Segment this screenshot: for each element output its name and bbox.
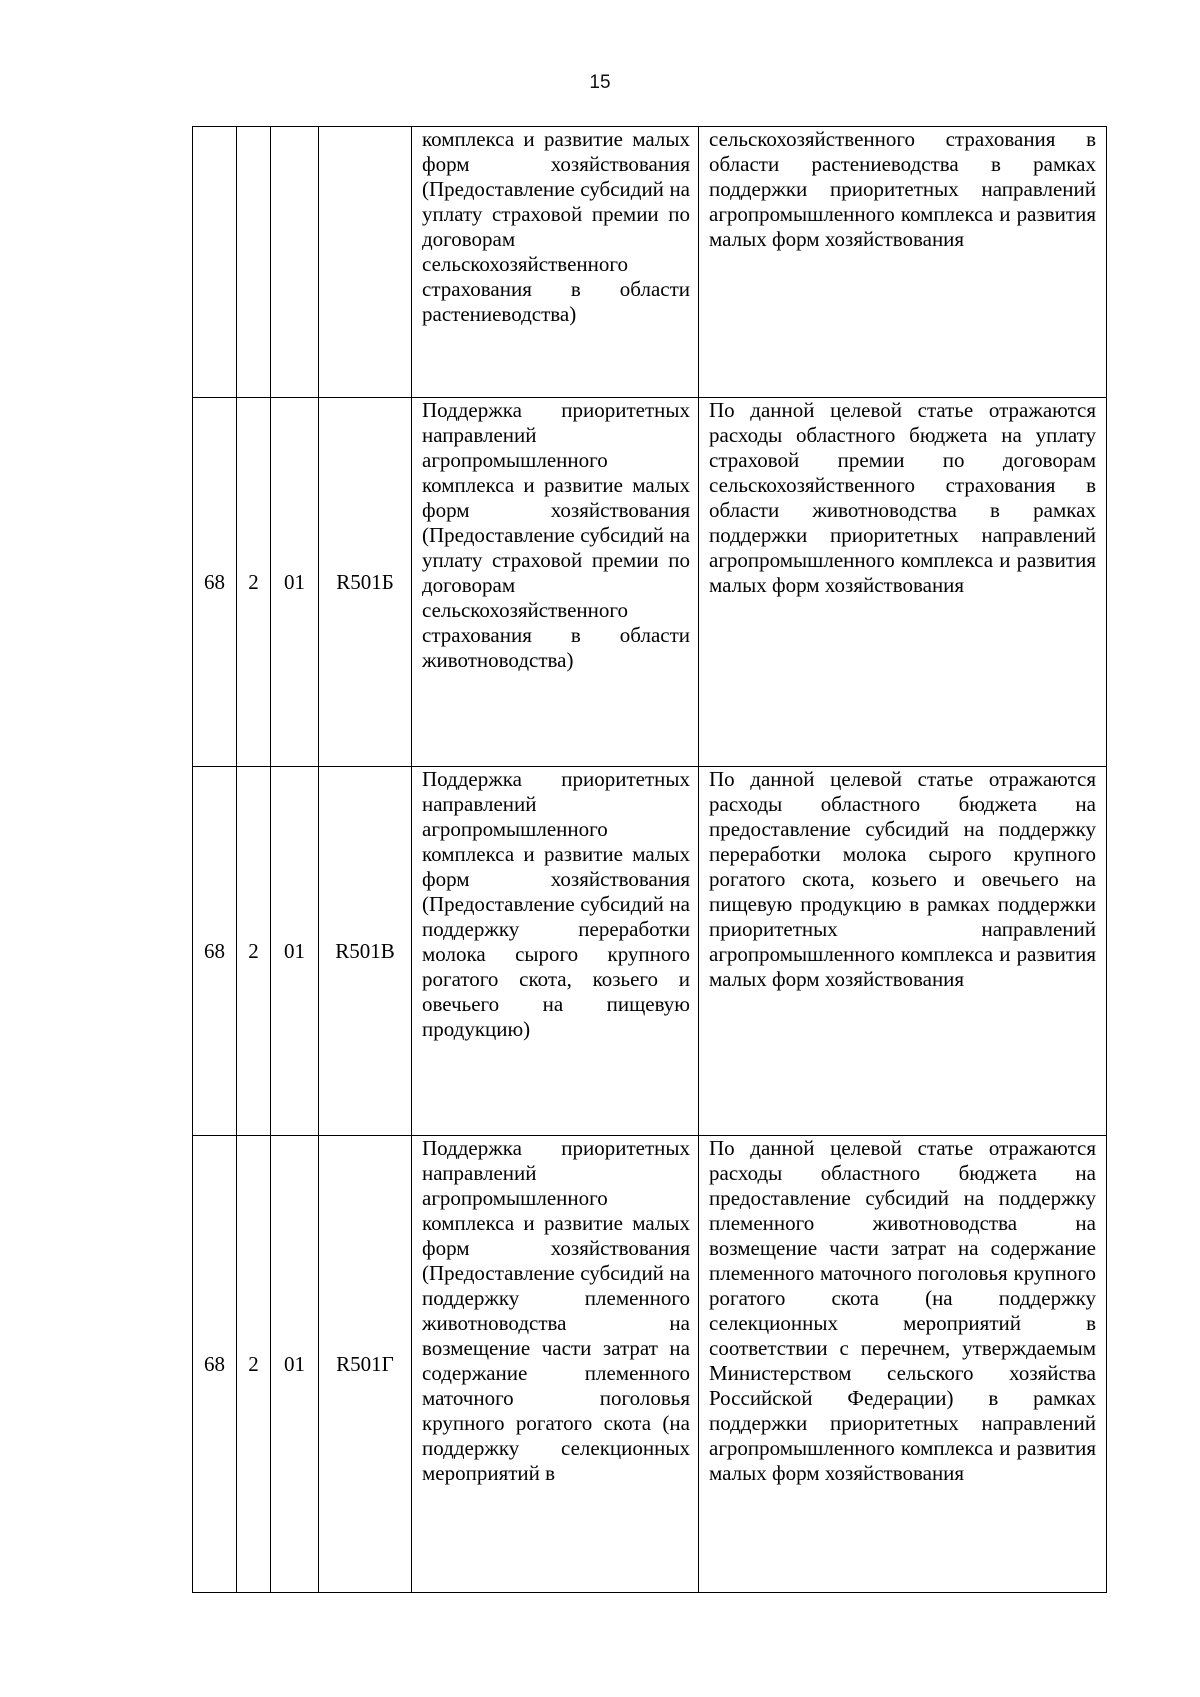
page-number: 15 xyxy=(589,72,611,93)
subsection-cell: 2 xyxy=(237,1136,271,1593)
program-cell: 01 xyxy=(271,398,319,767)
section-cell: 68 xyxy=(193,1136,237,1593)
name-cell: комплекса и развитие малых форм хозяйствования (Предоставление субсидий на уплату страховой премии по договорам сельскохозяйственного страхования в области растениеводства) xyxy=(412,127,699,398)
section-cell xyxy=(193,127,237,398)
subsection-cell: 2 xyxy=(237,398,271,767)
subsection-cell: 2 xyxy=(237,767,271,1136)
table-row xyxy=(193,1136,1107,1593)
code-cell: R501Б xyxy=(319,398,412,767)
subsection-cell xyxy=(237,127,271,398)
section-cell: 68 xyxy=(193,767,237,1136)
code-cell: R501Г xyxy=(319,1136,412,1593)
budget-classification-table xyxy=(192,126,1107,1593)
description-cell: По данной целевой статье отражаются расходы областного бюджета на уплату страховой премии по договорам сельскохозяйственного страхования в области животноводства в рамках поддержки приоритетных направлений агропромышленного комплекса и развития малых форм хозяйствования xyxy=(699,398,1107,767)
program-cell: 01 xyxy=(271,1136,319,1593)
name-cell: Поддержка приоритетных направлений агропромышленного комплекса и развитие малых форм хозяйствования (Предоставление субсидий на поддержку переработки молока сырого крупного рогатого скота, козьего и овечьего на пищевую продукцию) xyxy=(412,767,699,1136)
description-cell: сельскохозяйственного страхования в области растениеводства в рамках поддержки приоритетных направлений агропромышленного комплекса и развития малых форм хозяйствования xyxy=(699,127,1107,398)
name-cell: Поддержка приоритетных направлений агропромышленного комплекса и развитие малых форм хозяйствования (Предоставление субсидий на уплату страховой премии по договорам сельскохозяйственного страхования в области животноводства) xyxy=(412,398,699,767)
code-cell: R501В xyxy=(319,767,412,1136)
code-cell xyxy=(319,127,412,398)
program-cell: 01 xyxy=(271,767,319,1136)
table-row xyxy=(193,767,1107,1136)
description-cell: По данной целевой статье отражаются расходы областного бюджета на предоставление субсидий на поддержку племенного животноводства на возмещение части затрат на содержание племенного маточного поголовья крупного рогатого скота (на поддержку селекционных мероприятий в соответствии с перечнем, утверждаемым Министерством сельского хозяйства Российской Федерации) в рамках поддержки приоритетных направлений агропромышленного комплекса и развития малых форм хозяйствования xyxy=(699,1136,1107,1593)
program-cell xyxy=(271,127,319,398)
name-cell: Поддержка приоритетных направлений агропромышленного комплекса и развитие малых форм хозяйствования (Предоставление субсидий на поддержку племенного животноводства на возмещение части затрат на содержание племенного маточного поголовья крупного рогатого скота (на поддержку селекционных мероприятий в xyxy=(412,1136,699,1593)
section-cell: 68 xyxy=(193,398,237,767)
description-cell: По данной целевой статье отражаются расходы областного бюджета на предоставление субсидий на поддержку переработки молока сырого крупного рогатого скота, козьего и овечьего на пищевую продукцию в рамках поддержки приоритетных направлений агропромышленного комплекса и развития малых форм хозяйствования xyxy=(699,767,1107,1136)
table-row xyxy=(193,127,1107,398)
table-row xyxy=(193,398,1107,767)
